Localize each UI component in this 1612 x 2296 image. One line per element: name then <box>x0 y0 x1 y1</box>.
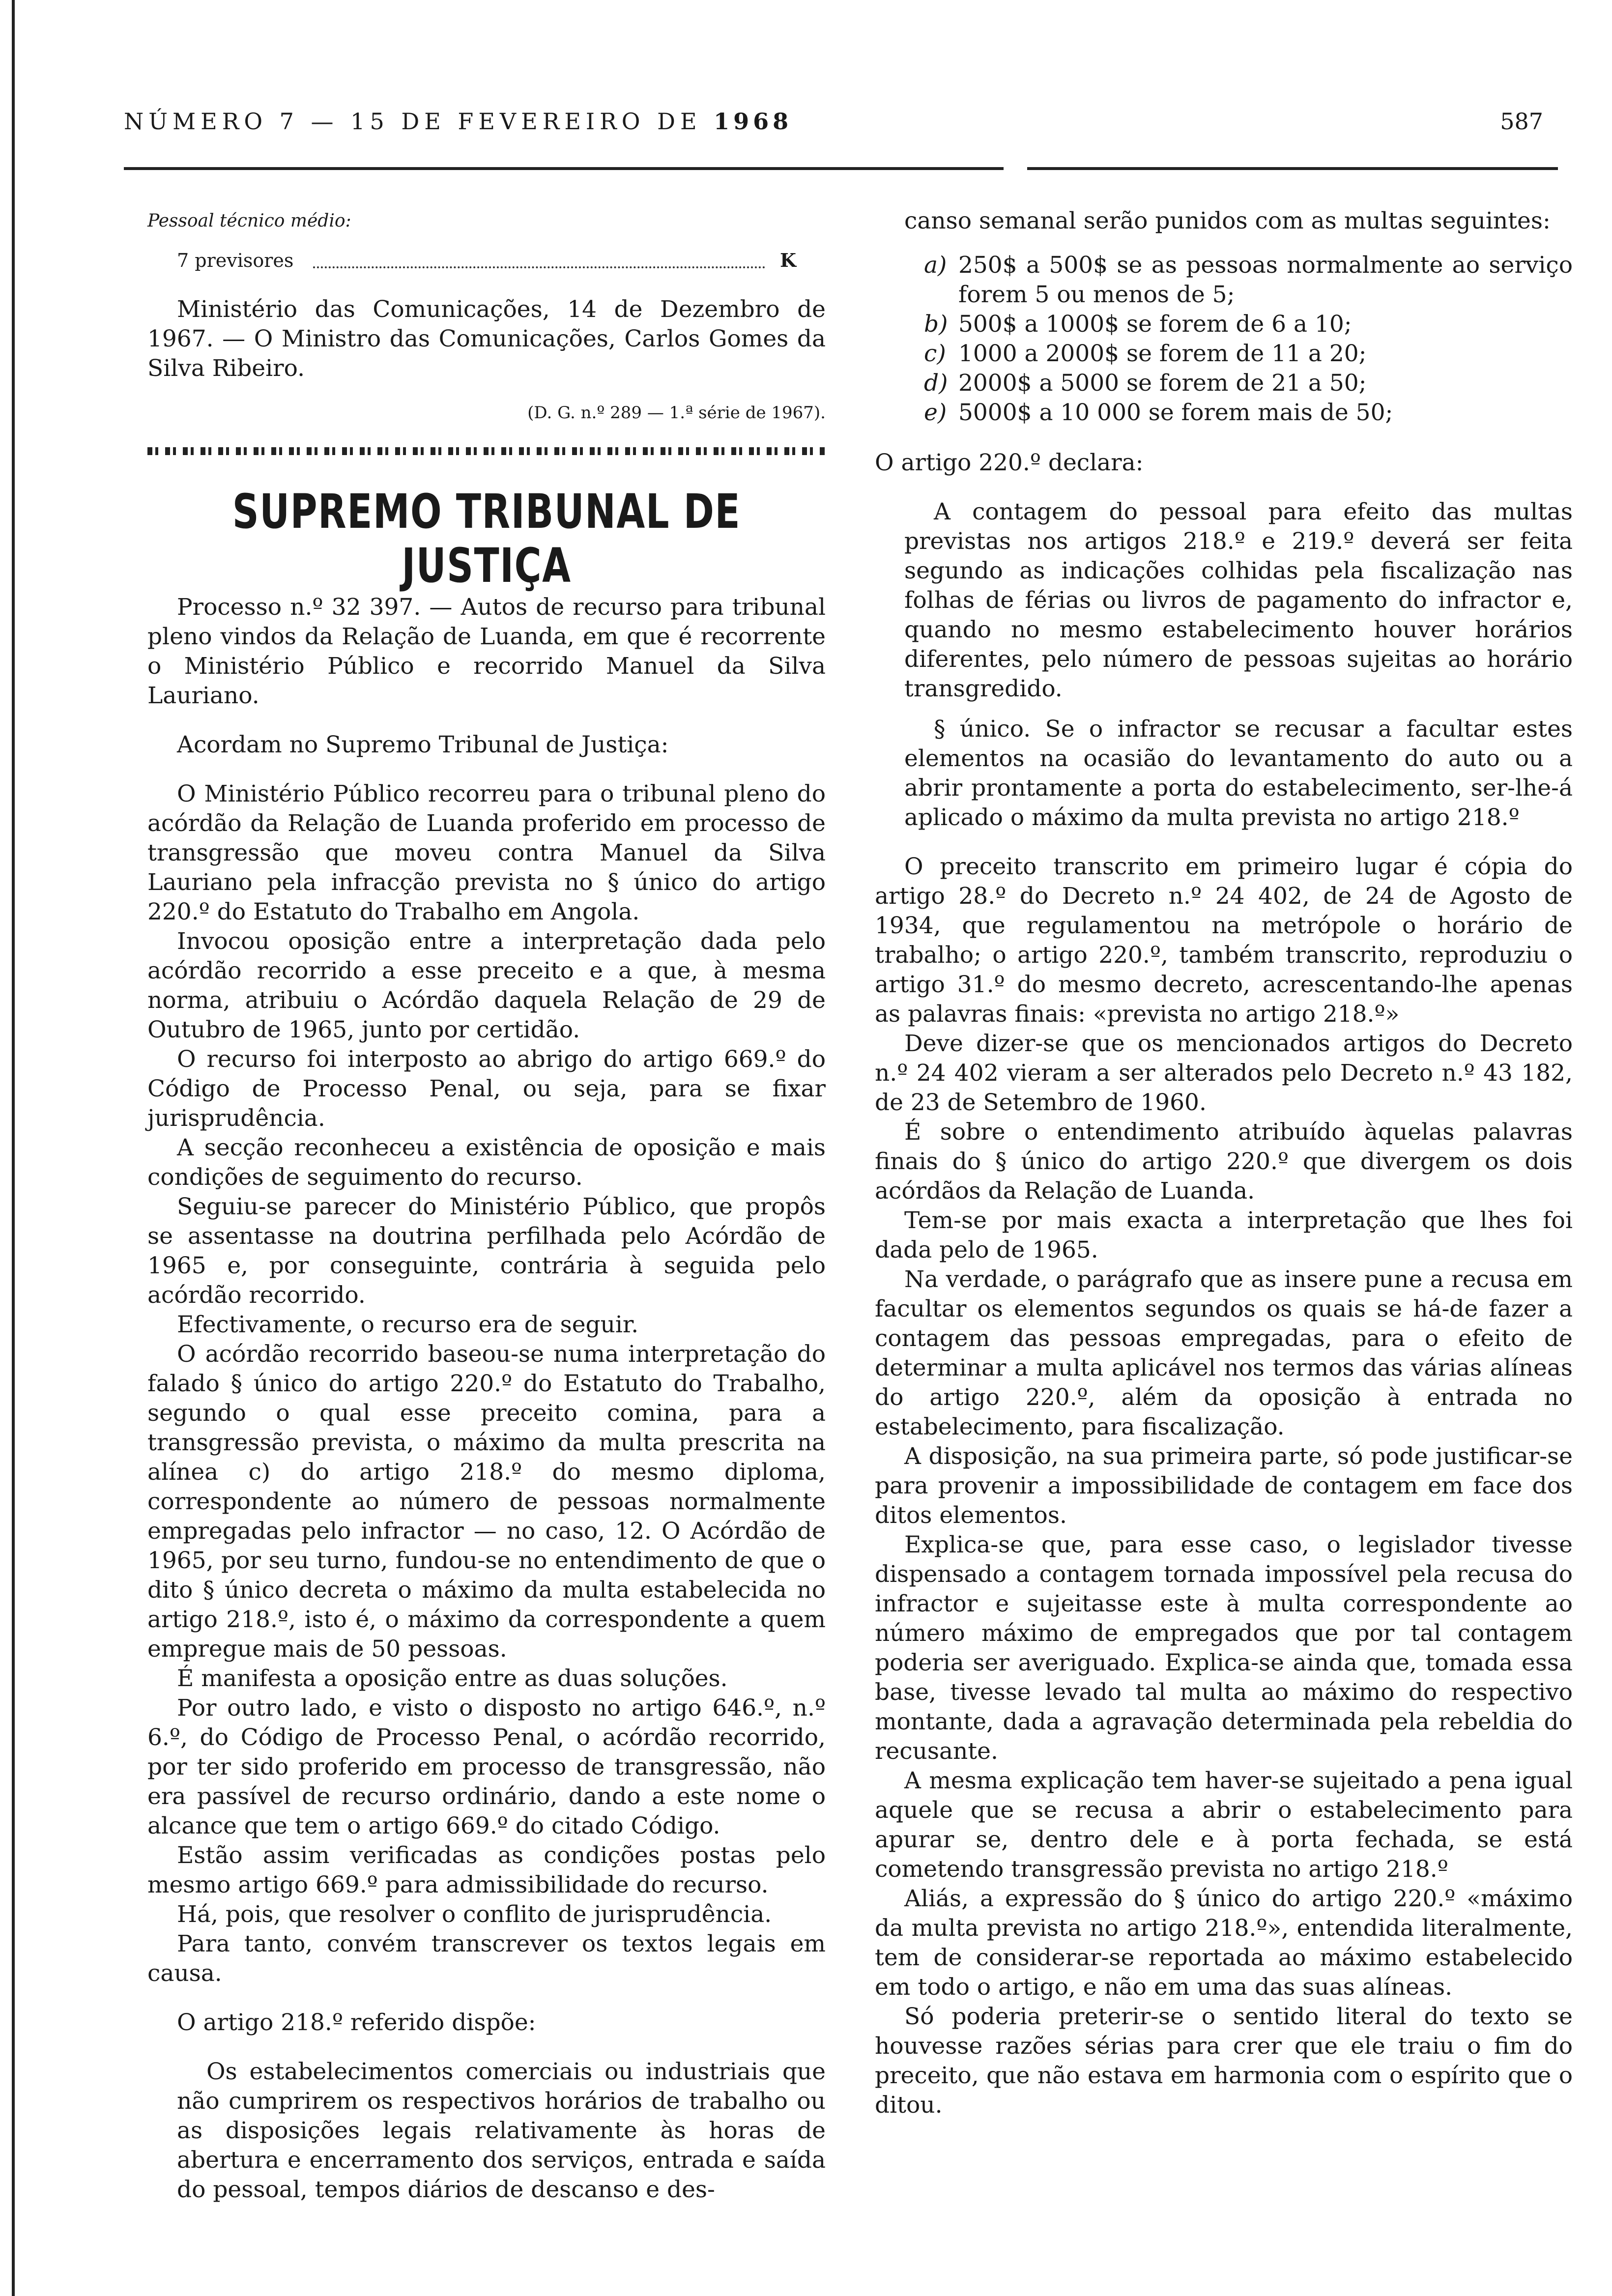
body-paragraph: A disposição, na sua primeira parte, só pode justificar-se para provenir a impossibilidade de contagem em face dos ditos elementos. <box>875 1443 1573 1529</box>
list-text: 5000$ a 10 000 se forem mais de 50; <box>958 399 1393 426</box>
list-text: 2000$ a 5000 se forem de 21 a 50; <box>958 370 1367 397</box>
gazette-reference: (D. G. n.º 289 — 1.ª série de 1967). <box>527 403 826 423</box>
body-paragraph: O acórdão recorrido baseou-se numa interpretação do falado § único do artigo 220.º do Estatuto do Trabalho, segundo o qual esse preceito comina, para a transgressão prevista, o máximo da multa prescrita na alínea c) do artigo 218.º do mesmo diploma, correspondente ao número de pessoas normalmente empregadas pelo infractor — no caso, 12. O Acórdão de 1965, por seu turno, fundou-se no entendimento de que o dito § único decreta o máximo da multa estabelecida no artigo 218.º, isto é, o máximo da correspondente a quem empregue mais de 50 pessoas. <box>147 1341 826 1663</box>
list-marker: a) <box>924 252 947 279</box>
body-paragraph: A secção reconheceu a existência de oposição e mais condições de seguimento do recurso. <box>147 1134 826 1191</box>
court-title: SUPREMO TRIBUNAL DE JUSTIÇA <box>232 484 741 593</box>
list-text: 1000 a 2000$ se forem de 11 a 20; <box>958 340 1367 367</box>
body-paragraph: Na verdade, o parágrafo que as insere pune a recusa em facultar os elementos segundos os quais se há-de fazer a contagem das pessoas empregadas, para o efeito de determinar a multa aplicável nos termos das várias alíneas do artigo 220.º, além da oposição à entrada no estabelecimento, para fiscalização. <box>875 1266 1573 1440</box>
page-header <box>124 108 1543 143</box>
body-paragraph: Há, pois, que resolver o conflito de jurisprudência. <box>177 1901 772 1928</box>
body-paragraph: Efectivamente, o recurso era de seguir. <box>177 1311 639 1338</box>
issue-year: 1968 <box>714 108 793 135</box>
body-paragraph: O preceito transcrito em primeiro lugar é cópia do artigo 28.º do Decreto n.º 24 402, de 24 de Agosto de 1934, que regulamentou na metrópole o horário de trabalho; o artigo 220.º, também transcrito, reproduziu o artigo 31.º do mesmo decreto, acrescentando-lhe apenas as palavras finais: «prevista no artigo 218.º» <box>875 853 1573 1028</box>
list-item <box>924 339 1573 369</box>
body-paragraph: Só poderia preterir-se o sentido literal do texto se houvesse razões sérias para crer que ele traiu o fim do preceito, que não estava em harmonia com o espírito que o ditou. <box>875 2003 1573 2119</box>
list-text: 250$ a 500$ se as pessoas normalmente ao serviço forem 5 ou menos de 5; <box>958 252 1573 308</box>
list-marker: c) <box>924 340 946 367</box>
list-marker: d) <box>924 370 948 397</box>
body-paragraph: Para tanto, convém transcrever os textos legais em causa. <box>147 1930 826 1987</box>
body-paragraph: Por outro lado, e visto o disposto no artigo 646.º, n.º 6.º, do Código de Processo Penal, o acórdão recorrido, por ter sido proferido em processo de transgressão, não era passível de recurso ordinário, dando a este nome o alcance que tem o artigo 669.º do citado Código. <box>147 1694 826 1839</box>
body-paragraph: Tem-se por mais exacta a interpretação que lhes foi dada pelo de 1965. <box>875 1207 1573 1263</box>
staff-grade: K <box>779 249 796 271</box>
article-220-quote: A contagem do pessoal para efeito das multas previstas nos artigos 218.º e 219.º deverá ser feita segundo as indicações colhidas pela fiscalização nas folhas de férias ou livros de pagamento do infractor e, quando no mesmo estabelecimento houver horários diferentes, pelo número de pessoas sujeitas ao horário transgredido. <box>904 498 1573 702</box>
article-218-quote: Os estabelecimentos comerciais ou industriais que não cumprirem os respectivos horários de trabalho ou as disposições legais relativamente às horas de abertura e encerramento dos serviços, entrada e saída do pessoal, tempos diários de descanso e des- <box>177 2058 826 2203</box>
right-column <box>875 206 1573 2120</box>
list-marker: e) <box>924 399 947 426</box>
left-column <box>147 206 826 2205</box>
header-rule <box>1027 167 1558 170</box>
body-paragraph: Estão assim verificadas as condições postas pelo mesmo artigo 669.º para admissibilidade do recurso. <box>147 1842 826 1898</box>
article-220-intro: O artigo 220.º declara: <box>875 449 1144 476</box>
body-paragraph: É sobre o entendimento atribuído àquelas palavras finais do § único do artigo 220.º que divergem os dois acórdãos da Relação de Luanda. <box>875 1119 1573 1205</box>
staff-heading: Pessoal técnico médio: <box>147 211 351 231</box>
body-paragraph: Invocou oposição entre a interpretação dada pelo acórdão recorrido a esse preceito e a que, à mesma norma, atribuiu o Acórdão daquela Relação de 29 de Outubro de 1965, junto por certidão. <box>147 928 826 1043</box>
list-item <box>924 310 1573 339</box>
issue-title: NÚMERO 7 — 15 DE FEVEREIRO DE 1968 <box>124 108 793 135</box>
page-edge <box>0 0 15 2296</box>
article-220-single-paragraph: § único. Se o infractor se recusar a facultar estes elementos na ocasião do levantamento do auto ou a abrir prontamente a porta do estabelecimento, ser-lhe-á aplicado o máximo da multa prevista no artigo 218.º <box>904 716 1573 831</box>
body-paragraph: Seguiu-se parecer do Ministério Público, que propôs se assentasse na doutrina perfilhada pelo Acórdão de 1965 e, por conseguinte, contrária à seguida pelo acórdão recorrido. <box>147 1193 826 1309</box>
process-paragraph: Processo n.º 32 397. — Autos de recurso para tribunal pleno vindos da Relação de Luanda, em que é recorrente o Ministério Público e recorrido Manuel da Silva Lauriano. <box>147 594 826 709</box>
body-paragraph: Aliás, a expressão do § único do artigo 220.º «máximo da multa prevista no artigo 218.º», entendida literalmente, tem de considerar-se reportada ao máximo estabelecido em todo o artigo, e não em uma das suas alíneas. <box>875 1885 1573 2001</box>
body-paragraph: O recurso foi interposto ao abrigo do artigo 669.º do Código de Processo Penal, ou seja, para se fixar jurisprudência. <box>147 1046 826 1132</box>
list-item <box>924 398 1573 428</box>
page-number: 587 <box>1500 108 1543 135</box>
staff-item: 7 previsores <box>177 250 294 271</box>
body-paragraph: Deve dizer-se que os mencionados artigos do Decreto n.º 24 402 vieram a ser alterados pelo Decreto n.º 43 182, de 23 de Setembro de 1960. <box>875 1030 1573 1116</box>
acordam-paragraph: Acordam no Supremo Tribunal de Justiça: <box>177 731 669 758</box>
body-paragraph: A mesma explicação tem haver-se sujeitado a pena igual aquele que se recusa a abrir o estabelecimento para apurar se, dentro dele e à porta fechada, se está cometendo transgressão prevista no artigo 218.º <box>875 1767 1573 1883</box>
body-paragraph: Explica-se que, para esse caso, o legislador tivesse dispensado a contagem tornada impossível pela recusa do infractor e sujeitasse este à multa correspondente ao número máximo de empregados que por tal contagem poderia ser averiguado. Explica-se ainda que, tomada essa base, tivesse levado tal multa ao máximo do respectivo montante, dada a agravação determinada pela rebeldia do recusante. <box>875 1531 1573 1765</box>
article-218-quote-continued: canso semanal serão punidos com as multas seguintes: <box>904 207 1551 234</box>
article-218-intro: O artigo 218.º referido dispõe: <box>177 2009 536 2036</box>
list-item <box>924 251 1573 310</box>
body-paragraph: É manifesta a oposição entre as duas soluções. <box>177 1665 728 1692</box>
header-rule <box>124 167 1004 170</box>
body-paragraph: O Ministério Público recorreu para o tribunal pleno do acórdão da Relação de Luanda proferido em processo de transgressão que moveu contra Manuel da Silva Lauriano pela infracção prevista no § único do artigo 220.º do Estatuto do Trabalho em Angola. <box>147 780 826 925</box>
list-text: 500$ a 1000$ se forem de 6 a 10; <box>958 311 1352 338</box>
ministry-signature: Ministério das Comunicações, 14 de Dezembro de 1967. — O Ministro das Comunicações, Carlos Gomes da Silva Ribeiro. <box>147 296 826 382</box>
leader-dots <box>313 246 765 268</box>
staff-line <box>177 246 796 275</box>
list-marker: b) <box>924 311 948 338</box>
fines-list <box>924 251 1573 428</box>
ornamental-divider <box>147 447 826 455</box>
list-item <box>924 369 1573 398</box>
